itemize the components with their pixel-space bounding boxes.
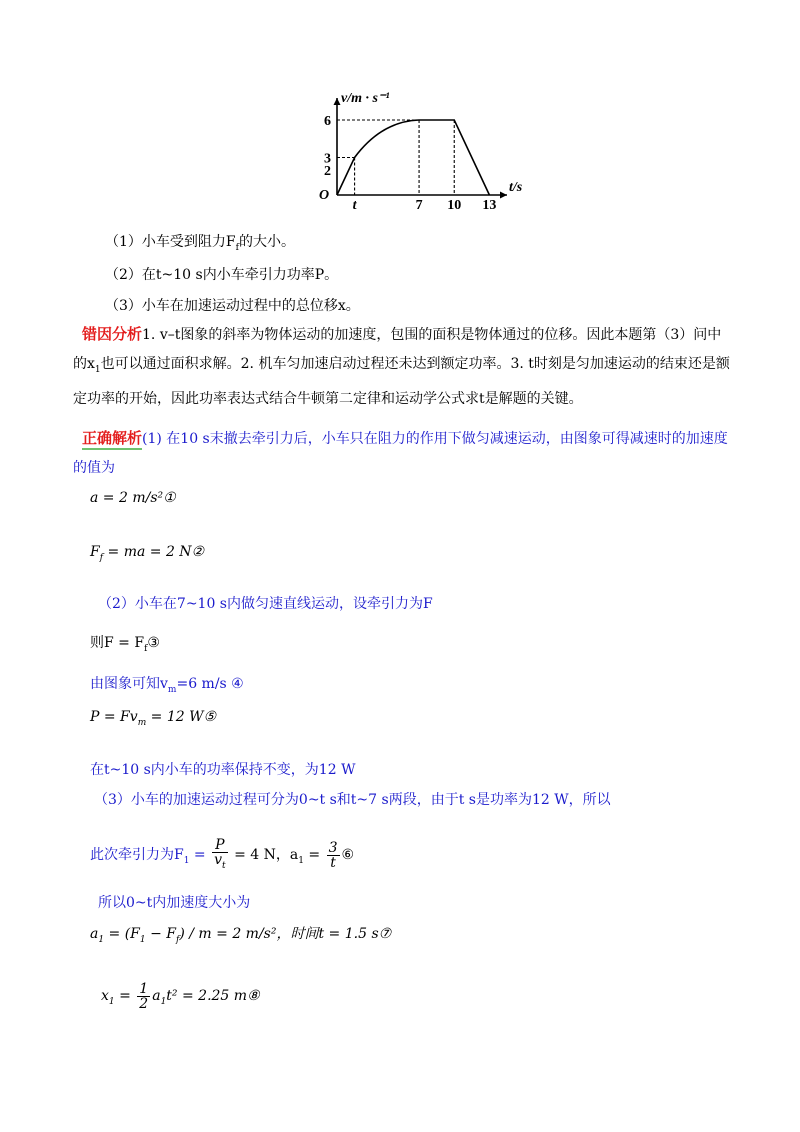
equation-5-middle: = 4 N，$a_1$ = [234,847,321,866]
x-tick-label-10: 10 [447,198,462,213]
equation-4: $P = Fv_m = 12$ W⑤ [90,709,217,728]
x-axis-arrow [500,192,507,199]
y-tick-label-2: 2 [324,164,331,179]
equation-1: a = 2 m/s²① [90,490,176,506]
acceleration-line: 所以0~t内加速度大小为 [98,895,251,911]
equation-7-suffix: $a_1t^2 = 2.25$ m⑧ [152,988,260,1007]
max-velocity-line: 由图象可知$v_m=6$ m/s ④ [90,676,244,695]
x-axis-label: t/s [509,180,523,195]
question-1: （1）小车受到阻力$F_f$的大小。 [105,234,295,253]
fraction-denominator: $v_t$ [214,851,226,871]
equation-5-suffix: ⑥ [341,847,355,863]
error-analysis-text: 1. v–t图象的斜率为物体运动的加速度，包围的面积是物体通过的位移。因此本题第（3）问中的$x_1$也可以通过面积求解。2. 机车匀加速启动过程还未达到额定功率。3. t时刻是匀加速运动的结束还是额定功率的开始，因此功率表达式结合牛顿第二定律和运动学公式求t是解题的关键。 [73,327,730,407]
x-tick-label-13: 13 [482,198,497,213]
y-axis-arrow [334,98,341,105]
question-3: （3）小车在加速运动过程中的总位移x。 [105,298,360,314]
solution-intro-text: (1) 在10 s末撤去牵引力后，小车只在阻力的作用下做匀减速运动，由图象可得减速时的加速度的值为 [73,431,728,476]
y-tick-label-3: 3 [324,151,331,167]
error-analysis [73,320,733,414]
question-2: （2）在t~10 s内小车牵引力功率P。 [105,267,339,283]
equation-3: 则$F = F_f③$ [90,635,160,654]
fraction-3-over-t [327,841,340,870]
solution-part-2: （2）小车在7~10 s内做匀速直线运动，设牵引力为F [98,596,433,612]
fraction-one-half [137,982,150,1011]
origin-label: O [318,188,330,203]
fraction-numerator: 3 [328,839,338,856]
y-tick-label-6: 6 [324,114,331,129]
fraction-p-over-vt [212,838,228,873]
solution-label: 正确解析 [82,429,142,450]
velocity-curve [337,120,489,195]
fraction-numerator: 1 [139,980,149,997]
equation-6: $a_1 = (F_1 - F_f) / m = 2$ m/s²，时间t = 1.5 s⑦ [90,926,392,945]
fraction-denominator: t [330,854,336,871]
solution-intro [73,424,733,483]
y-axis-label: v/m · s⁻¹ [341,91,390,106]
error-analysis-label: 错因分析 [82,325,143,343]
equation-2: $F_f$ = ma = 2 N② [90,544,205,563]
x-tick-label-7: 7 [415,198,423,213]
equation-7-prefix: $x_1$ = [101,988,131,1007]
vt-chart [318,90,523,215]
power-constant-line: 在t~10 s内小车的功率保持不变，为12 W [90,762,356,778]
equation-5-prefix: 此次牵引力为$F_1$ = [90,847,206,866]
x-tick-label-t: t [352,198,357,213]
fraction-denominator: 2 [139,995,149,1012]
fraction-numerator: P [212,838,228,853]
equation-7 [101,976,260,1016]
equation-5 [90,835,354,875]
solution-part-3: （3）小车的加速运动过程可分为0~t s和t~7 s两段，由于t s是功率为12 W，所以 [94,792,611,808]
